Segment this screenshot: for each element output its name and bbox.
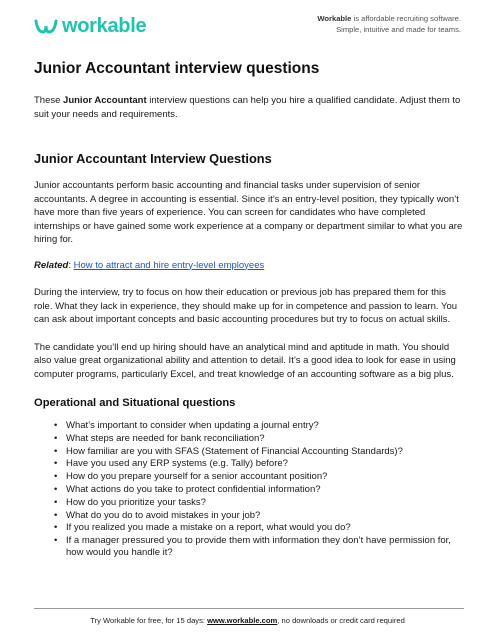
question-text: How familiar are you with SFAS (Statement of Financial Accounting Standards)?: [66, 445, 403, 457]
bullet-icon: •: [54, 471, 58, 483]
bullet-icon: •: [54, 445, 58, 457]
question-item: [54, 497, 464, 509]
bullet-icon: •: [54, 432, 58, 444]
question-list: [34, 420, 464, 560]
question-text: What do you do to avoid mistakes in your job?: [66, 509, 261, 521]
subsection-title: Operational and Situational questions: [34, 397, 236, 409]
question-item: [54, 510, 464, 522]
bullet-icon: •: [54, 496, 58, 508]
question-item: [54, 471, 464, 483]
question-text: Have you used any ERP systems (e.g. Tally) before?: [66, 458, 288, 470]
section-title: Junior Accountant Interview Questions: [34, 151, 272, 166]
related-link[interactable]: How to attract and hire entry-level employees: [73, 259, 265, 271]
question-item: [54, 535, 464, 560]
question-text: If a manager pressured you to provide them with information they don’t have permission for, how would you handle it?: [66, 535, 451, 559]
description-paragraph-2: During the interview, try to focus on how their education or previous job has prepared them for this role. What they lack in experience, they should make up for in competence and passion to learn. You can ask about important concepts and basic accounting procedures but try to focus on actual skills.: [34, 287, 458, 325]
question-text: How do you prioritize your tasks?: [66, 496, 206, 508]
page-header: [0, 0, 495, 46]
question-text: What’s important to consider when updating a journal entry?: [66, 420, 319, 431]
footer-link[interactable]: www.workable.com: [207, 616, 278, 625]
tagline-line1: is affordable recruiting software.: [351, 14, 461, 23]
bullet-icon: •: [54, 509, 58, 521]
description-paragraph-1: Junior accountants perform basic accounting and financial tasks under supervision of senior accountants. A degree in accounting is essential. Since it’s an entry-level position, they typically won’t have more than five years of experience. You can screen for candidates who have completed internships or have gained some work experience at a company or department similar to what you are hiring for.: [34, 180, 463, 245]
logo-wordmark: workable: [62, 15, 147, 37]
question-text: What steps are needed for bank reconciliation?: [66, 432, 265, 444]
intro-bold: Junior Accountant: [63, 95, 147, 106]
workable-logo-icon: [34, 17, 58, 35]
page-footer: [0, 616, 495, 625]
question-item: [54, 446, 464, 458]
related-line: [34, 259, 464, 273]
footer-divider: [34, 608, 464, 609]
intro-before: These: [34, 95, 64, 106]
bullet-icon: •: [54, 483, 58, 495]
question-text: If you realized you made a mistake on a report, what would you do?: [66, 522, 351, 534]
bullet-icon: •: [54, 522, 58, 534]
question-item: [54, 458, 464, 470]
page-title: Junior Accountant interview questions: [34, 60, 320, 77]
description-paragraph-3: The candidate you’ll end up hiring should have an analytical mind and aptitude in math. You should also value great organizational ability and attention to detail. It’s a good idea to look for ease in using computer programs, particularly Excel, and treat knowledge of an accounting software as a big plus.: [34, 341, 456, 380]
intro-paragraph: [34, 94, 464, 121]
workable-logo[interactable]: [34, 16, 146, 36]
bullet-icon: •: [54, 458, 58, 470]
question-item: [54, 420, 464, 432]
tagline-brand: Workable: [317, 14, 352, 23]
bullet-icon: •: [54, 535, 58, 547]
question-item: [54, 484, 464, 496]
question-text: What actions do you take to protect confidential information?: [66, 483, 321, 495]
question-item: [54, 433, 464, 445]
footer-before: Try Workable for free, for 15 days:: [90, 616, 208, 625]
footer-after: , no downloads or credit card required: [277, 616, 405, 625]
related-separator: :: [68, 259, 74, 271]
main-content: [34, 60, 464, 560]
question-text: How do you prepare yourself for a senior accountant position?: [66, 471, 328, 483]
tagline-line2: Simple, intuitive and made for teams.: [336, 24, 461, 34]
intro-after: interview questions can help you hire a qualified candidate. Adjust them to suit your needs and requirements.: [34, 95, 461, 120]
related-label: Related: [34, 259, 69, 271]
bullet-icon: •: [54, 420, 58, 431]
header-tagline: [317, 14, 461, 35]
question-item: [54, 522, 464, 534]
